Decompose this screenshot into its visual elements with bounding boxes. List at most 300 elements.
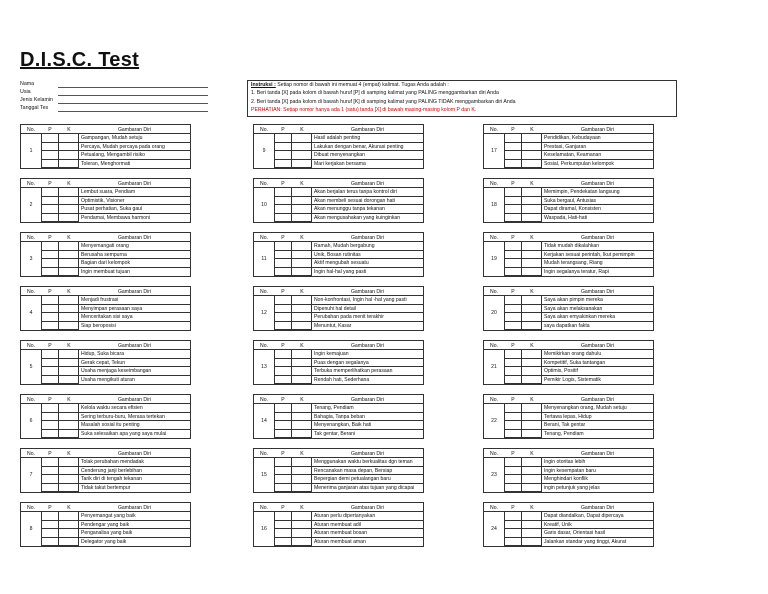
question-body (253, 242, 424, 277)
question-header (20, 178, 191, 188)
k-checkbox[interactable] (59, 404, 79, 413)
p-checkbox[interactable] (41, 413, 59, 422)
statement-text: Akan menunggu tanpa tekanan (312, 205, 423, 214)
p-checkbox[interactable] (274, 143, 292, 152)
description-header: Gambaran Diri (580, 505, 615, 511)
no-header: No. (27, 127, 35, 133)
no-header: No. (260, 397, 268, 403)
statement-text: Toleran, Menghormati (81, 160, 131, 167)
statement-text: Akan mengusahakan yang kuinginkan (314, 214, 401, 221)
p-checkbox[interactable] (504, 484, 522, 493)
statement-text: Aktif mengubah sesuatu (312, 259, 423, 268)
k-checkbox[interactable] (522, 143, 542, 152)
k-checkbox[interactable] (59, 359, 79, 368)
k-checkbox[interactable] (59, 430, 79, 439)
k-checkbox[interactable] (292, 367, 312, 376)
p-checkbox[interactable] (274, 475, 292, 484)
date-label: Tanggal Tes (20, 105, 49, 111)
p-checkbox[interactable] (504, 134, 522, 143)
p-checkbox[interactable] (504, 259, 522, 268)
statement-text: Rencanakan masa depan, Bersiap (312, 467, 423, 476)
statement-text: Tidak mudah dikalahkan (542, 242, 653, 251)
k-checkbox[interactable] (292, 529, 312, 538)
question-body (253, 350, 424, 385)
p-checkbox[interactable] (41, 268, 59, 277)
p-checkbox[interactable] (41, 259, 59, 268)
k-checkbox[interactable] (292, 413, 312, 422)
k-checkbox[interactable] (59, 251, 79, 260)
gender-field[interactable] (58, 96, 208, 104)
p-header: P (48, 505, 52, 511)
question-header (253, 448, 424, 458)
k-checkbox[interactable] (522, 322, 542, 331)
instructions-intro-text: Setiap nomor di bawah ini memuat 4 (empat) kalimat. Tugas Anda adalah : (275, 82, 449, 88)
name-row[interactable] (20, 80, 208, 88)
question-header (20, 340, 191, 350)
p-checkbox[interactable] (274, 376, 292, 385)
question-header (253, 286, 424, 296)
p-checkbox[interactable] (41, 151, 59, 160)
question-body (483, 188, 654, 223)
p-checkbox[interactable] (41, 322, 59, 331)
statement-text: Pendidikan, Kebudayaan (542, 134, 653, 143)
k-checkbox[interactable] (292, 188, 312, 197)
age-row[interactable] (20, 88, 208, 96)
p-checkbox[interactable] (504, 268, 522, 277)
p-checkbox[interactable] (504, 350, 522, 359)
k-checkbox[interactable] (292, 404, 312, 413)
question-body (253, 404, 424, 439)
k-checkbox[interactable] (59, 242, 79, 251)
statement-text: Delegator yang baik (81, 538, 127, 545)
p-checkbox[interactable] (504, 313, 522, 322)
p-header: P (281, 235, 285, 241)
k-checkbox[interactable] (59, 529, 79, 538)
statement-text: Non-konfrontasi, Ingin hal -hal yang pasti (312, 296, 423, 305)
k-checkbox[interactable] (522, 214, 542, 223)
k-header: K (67, 127, 71, 133)
k-checkbox[interactable] (59, 413, 79, 422)
k-checkbox[interactable] (522, 467, 542, 476)
k-checkbox[interactable] (522, 430, 542, 439)
question-body (253, 188, 424, 223)
date-row[interactable] (20, 104, 208, 112)
instructions-heading: Instruksi : (251, 82, 276, 88)
k-checkbox[interactable] (522, 134, 542, 143)
k-checkbox[interactable] (522, 484, 542, 493)
statement-text: Penganalisa yang baik (79, 529, 190, 538)
gender-row[interactable] (20, 96, 208, 104)
k-checkbox[interactable] (59, 160, 79, 169)
p-checkbox[interactable] (504, 458, 522, 467)
age-field[interactable] (58, 88, 208, 96)
p-checkbox[interactable] (41, 251, 59, 260)
p-checkbox[interactable] (41, 458, 59, 467)
question-block (483, 124, 654, 169)
k-checkbox[interactable] (292, 143, 312, 152)
p-header: P (48, 181, 52, 187)
p-checkbox[interactable] (274, 305, 292, 314)
p-checkbox[interactable] (274, 151, 292, 160)
name-field[interactable] (58, 80, 208, 88)
k-checkbox[interactable] (292, 430, 312, 439)
k-checkbox[interactable] (59, 376, 79, 385)
p-header: P (48, 397, 52, 403)
k-checkbox[interactable] (522, 376, 542, 385)
k-checkbox[interactable] (522, 421, 542, 430)
p-checkbox[interactable] (41, 376, 59, 385)
k-checkbox[interactable] (522, 538, 542, 547)
statement-text: Hidup, Suka bicara (79, 350, 190, 359)
p-checkbox[interactable] (504, 242, 522, 251)
p-checkbox[interactable] (274, 512, 292, 521)
k-checkbox[interactable] (292, 305, 312, 314)
k-checkbox[interactable] (59, 268, 79, 277)
p-checkbox[interactable] (274, 350, 292, 359)
p-checkbox[interactable] (41, 143, 59, 152)
p-checkbox[interactable] (274, 242, 292, 251)
k-checkbox[interactable] (59, 521, 79, 530)
k-checkbox[interactable] (292, 359, 312, 368)
k-checkbox[interactable] (522, 259, 542, 268)
p-header: P (48, 127, 52, 133)
no-header: No. (260, 289, 268, 295)
p-checkbox[interactable] (274, 160, 292, 169)
k-header: K (300, 397, 304, 403)
p-checkbox[interactable] (504, 521, 522, 530)
k-checkbox[interactable] (522, 296, 542, 305)
k-checkbox[interactable] (292, 197, 312, 206)
k-checkbox[interactable] (292, 484, 312, 493)
k-checkbox[interactable] (292, 134, 312, 143)
statement-text: Menceritakan sisi saya (79, 313, 190, 322)
k-checkbox[interactable] (59, 467, 79, 476)
p-checkbox[interactable] (41, 512, 59, 521)
k-checkbox[interactable] (59, 458, 79, 467)
question-header (20, 502, 191, 512)
statement-text: Suka selesaikan apa yang saya mulai (81, 430, 167, 437)
question-header (483, 286, 654, 296)
question-block (253, 286, 424, 331)
question-header (20, 286, 191, 296)
k-checkbox[interactable] (59, 188, 79, 197)
p-checkbox[interactable] (274, 322, 292, 331)
k-checkbox[interactable] (59, 484, 79, 493)
question-header (253, 232, 424, 242)
question-block (20, 286, 191, 331)
p-checkbox[interactable] (41, 467, 59, 476)
k-checkbox[interactable] (522, 313, 542, 322)
no-header: No. (260, 235, 268, 241)
k-checkbox[interactable] (522, 251, 542, 260)
k-checkbox[interactable] (292, 458, 312, 467)
p-checkbox[interactable] (274, 259, 292, 268)
p-checkbox[interactable] (504, 367, 522, 376)
p-checkbox[interactable] (504, 430, 522, 439)
p-checkbox[interactable] (274, 404, 292, 413)
p-checkbox[interactable] (41, 367, 59, 376)
p-checkbox[interactable] (274, 521, 292, 530)
k-checkbox[interactable] (522, 367, 542, 376)
k-checkbox[interactable] (59, 367, 79, 376)
statement-text: Pendengar yang baik (79, 521, 190, 530)
p-checkbox[interactable] (504, 413, 522, 422)
p-checkbox[interactable] (41, 214, 59, 223)
k-checkbox[interactable] (522, 458, 542, 467)
k-checkbox[interactable] (59, 421, 79, 430)
p-checkbox[interactable] (274, 296, 292, 305)
p-checkbox[interactable] (504, 404, 522, 413)
p-checkbox[interactable] (41, 430, 59, 439)
p-checkbox[interactable] (274, 251, 292, 260)
no-header: No. (490, 343, 498, 349)
k-checkbox[interactable] (522, 151, 542, 160)
p-header: P (511, 127, 515, 133)
k-header: K (530, 505, 534, 511)
p-checkbox[interactable] (41, 188, 59, 197)
k-checkbox[interactable] (59, 214, 79, 223)
p-checkbox[interactable] (274, 205, 292, 214)
k-checkbox[interactable] (292, 538, 312, 547)
p-checkbox[interactable] (274, 484, 292, 493)
no-header: No. (490, 127, 498, 133)
p-checkbox[interactable] (41, 134, 59, 143)
statement-text: Bepergian demi petualangan baru (312, 475, 423, 484)
k-checkbox[interactable] (292, 350, 312, 359)
p-checkbox[interactable] (274, 430, 292, 439)
k-checkbox[interactable] (59, 259, 79, 268)
question-header (20, 124, 191, 134)
p-checkbox[interactable] (41, 421, 59, 430)
k-checkbox[interactable] (292, 151, 312, 160)
question-number: 16 (254, 512, 275, 546)
p-checkbox[interactable] (274, 458, 292, 467)
p-checkbox[interactable] (504, 251, 522, 260)
participant-info (20, 80, 208, 112)
k-checkbox[interactable] (522, 350, 542, 359)
question-header (483, 340, 654, 350)
k-checkbox[interactable] (292, 160, 312, 169)
k-checkbox[interactable] (59, 305, 79, 314)
k-checkbox[interactable] (522, 197, 542, 206)
p-checkbox[interactable] (504, 475, 522, 484)
k-checkbox[interactable] (522, 305, 542, 314)
p-checkbox[interactable] (274, 359, 292, 368)
question-header (483, 124, 654, 134)
p-checkbox[interactable] (274, 529, 292, 538)
description-header: Gambaran Diri (580, 127, 615, 133)
k-checkbox[interactable] (522, 521, 542, 530)
statement-text: Puas dengan segalanya (312, 359, 423, 368)
statement-text: Lembut suara, Pendiam (79, 188, 190, 197)
k-checkbox[interactable] (59, 322, 79, 331)
p-checkbox[interactable] (41, 484, 59, 493)
statement-text: Gerak cepat, Tekun (79, 359, 190, 368)
p-checkbox[interactable] (41, 529, 59, 538)
k-checkbox[interactable] (59, 313, 79, 322)
p-checkbox[interactable] (41, 296, 59, 305)
p-checkbox[interactable] (274, 538, 292, 547)
k-checkbox[interactable] (522, 359, 542, 368)
k-checkbox[interactable] (59, 296, 79, 305)
p-checkbox[interactable] (41, 521, 59, 530)
description-header: Gambaran Diri (117, 505, 152, 511)
k-checkbox[interactable] (522, 205, 542, 214)
k-checkbox[interactable] (292, 421, 312, 430)
question-block (253, 502, 424, 547)
no-header: No. (490, 235, 498, 241)
k-checkbox[interactable] (59, 538, 79, 547)
question-header (20, 448, 191, 458)
p-header: P (511, 451, 515, 457)
k-checkbox[interactable] (292, 376, 312, 385)
p-checkbox[interactable] (274, 467, 292, 476)
question-body (483, 404, 654, 439)
p-checkbox[interactable] (504, 143, 522, 152)
p-checkbox[interactable] (274, 421, 292, 430)
p-checkbox[interactable] (41, 197, 59, 206)
statement-text: Menyenangkan orang, Mudah setuju (542, 404, 653, 413)
p-checkbox[interactable] (274, 268, 292, 277)
k-checkbox[interactable] (292, 259, 312, 268)
statement-text: Ingin otoritas lebih (542, 458, 653, 467)
question-header (483, 232, 654, 242)
name-label: Nama (20, 81, 35, 87)
no-header: No. (27, 289, 35, 295)
k-checkbox[interactable] (59, 143, 79, 152)
k-checkbox[interactable] (292, 296, 312, 305)
k-checkbox[interactable] (292, 467, 312, 476)
k-checkbox[interactable] (522, 413, 542, 422)
question-body (20, 404, 191, 439)
p-checkbox[interactable] (504, 376, 522, 385)
p-checkbox[interactable] (504, 421, 522, 430)
k-checkbox[interactable] (522, 188, 542, 197)
k-checkbox[interactable] (522, 160, 542, 169)
p-checkbox[interactable] (504, 305, 522, 314)
question-body (20, 188, 191, 223)
p-header: P (48, 451, 52, 457)
p-checkbox[interactable] (504, 197, 522, 206)
k-checkbox[interactable] (59, 134, 79, 143)
k-header: K (300, 181, 304, 187)
question-body (483, 242, 654, 277)
p-checkbox[interactable] (504, 205, 522, 214)
description-header: Gambaran Diri (350, 181, 385, 187)
k-checkbox[interactable] (292, 475, 312, 484)
p-checkbox[interactable] (504, 359, 522, 368)
k-checkbox[interactable] (292, 322, 312, 331)
p-checkbox[interactable] (274, 197, 292, 206)
k-checkbox[interactable] (522, 404, 542, 413)
k-checkbox[interactable] (292, 242, 312, 251)
p-checkbox[interactable] (41, 242, 59, 251)
p-checkbox[interactable] (274, 188, 292, 197)
p-checkbox[interactable] (41, 475, 59, 484)
p-checkbox[interactable] (41, 160, 59, 169)
k-checkbox[interactable] (292, 214, 312, 223)
p-checkbox[interactable] (41, 359, 59, 368)
k-checkbox[interactable] (292, 521, 312, 530)
k-header: K (530, 289, 534, 295)
k-checkbox[interactable] (522, 475, 542, 484)
question-header (20, 232, 191, 242)
question-number: 9 (254, 134, 275, 168)
k-checkbox[interactable] (59, 197, 79, 206)
p-checkbox[interactable] (274, 413, 292, 422)
p-checkbox[interactable] (274, 313, 292, 322)
k-checkbox[interactable] (59, 151, 79, 160)
k-checkbox[interactable] (59, 512, 79, 521)
description-header: Gambaran Diri (350, 127, 385, 133)
k-checkbox[interactable] (292, 313, 312, 322)
p-checkbox[interactable] (41, 205, 59, 214)
p-checkbox[interactable] (504, 467, 522, 476)
p-checkbox[interactable] (41, 538, 59, 547)
p-checkbox[interactable] (504, 296, 522, 305)
p-checkbox[interactable] (274, 367, 292, 376)
k-header: K (530, 397, 534, 403)
k-checkbox[interactable] (522, 268, 542, 277)
question-block (253, 124, 424, 169)
p-checkbox[interactable] (41, 313, 59, 322)
k-checkbox[interactable] (59, 350, 79, 359)
p-checkbox[interactable] (504, 160, 522, 169)
p-checkbox[interactable] (41, 305, 59, 314)
k-header: K (300, 451, 304, 457)
question-number: 21 (484, 350, 505, 384)
k-checkbox[interactable] (292, 251, 312, 260)
date-field[interactable] (58, 104, 208, 112)
k-checkbox[interactable] (522, 242, 542, 251)
page-title: D.I.S.C. Test (20, 49, 140, 71)
k-checkbox[interactable] (292, 205, 312, 214)
k-checkbox[interactable] (292, 512, 312, 521)
statement-text: Terbuka memperlihatkan perasaan (312, 367, 423, 376)
question-number: 5 (21, 350, 42, 384)
no-header: No. (27, 235, 35, 241)
statement-text: Prestasi, Ganjaran (542, 143, 653, 152)
k-checkbox[interactable] (59, 475, 79, 484)
p-checkbox[interactable] (504, 538, 522, 547)
p-checkbox[interactable] (504, 529, 522, 538)
question-body (20, 242, 191, 277)
p-checkbox[interactable] (504, 322, 522, 331)
k-checkbox[interactable] (59, 205, 79, 214)
p-checkbox[interactable] (504, 188, 522, 197)
no-header: No. (260, 505, 268, 511)
p-checkbox[interactable] (504, 214, 522, 223)
statement-text: Lakukan dengan benar, Akurasi penting (312, 143, 423, 152)
statement-text: Pemikir Logis, Sistematik (544, 376, 601, 383)
k-checkbox[interactable] (292, 268, 312, 277)
p-checkbox[interactable] (41, 350, 59, 359)
p-checkbox[interactable] (41, 404, 59, 413)
p-checkbox[interactable] (504, 512, 522, 521)
p-checkbox[interactable] (274, 214, 292, 223)
statement-text: Tenang, Pendiam (312, 404, 423, 413)
p-checkbox[interactable] (274, 134, 292, 143)
p-checkbox[interactable] (504, 151, 522, 160)
k-checkbox[interactable] (522, 529, 542, 538)
p-header: P (511, 181, 515, 187)
no-header: No. (490, 505, 498, 511)
p-header: P (511, 505, 515, 511)
statement-text: Memikirkan orang dahulu (542, 350, 653, 359)
k-checkbox[interactable] (522, 512, 542, 521)
statement-text: Usaha mengikuti aturan (81, 376, 135, 383)
question-block (253, 178, 424, 223)
